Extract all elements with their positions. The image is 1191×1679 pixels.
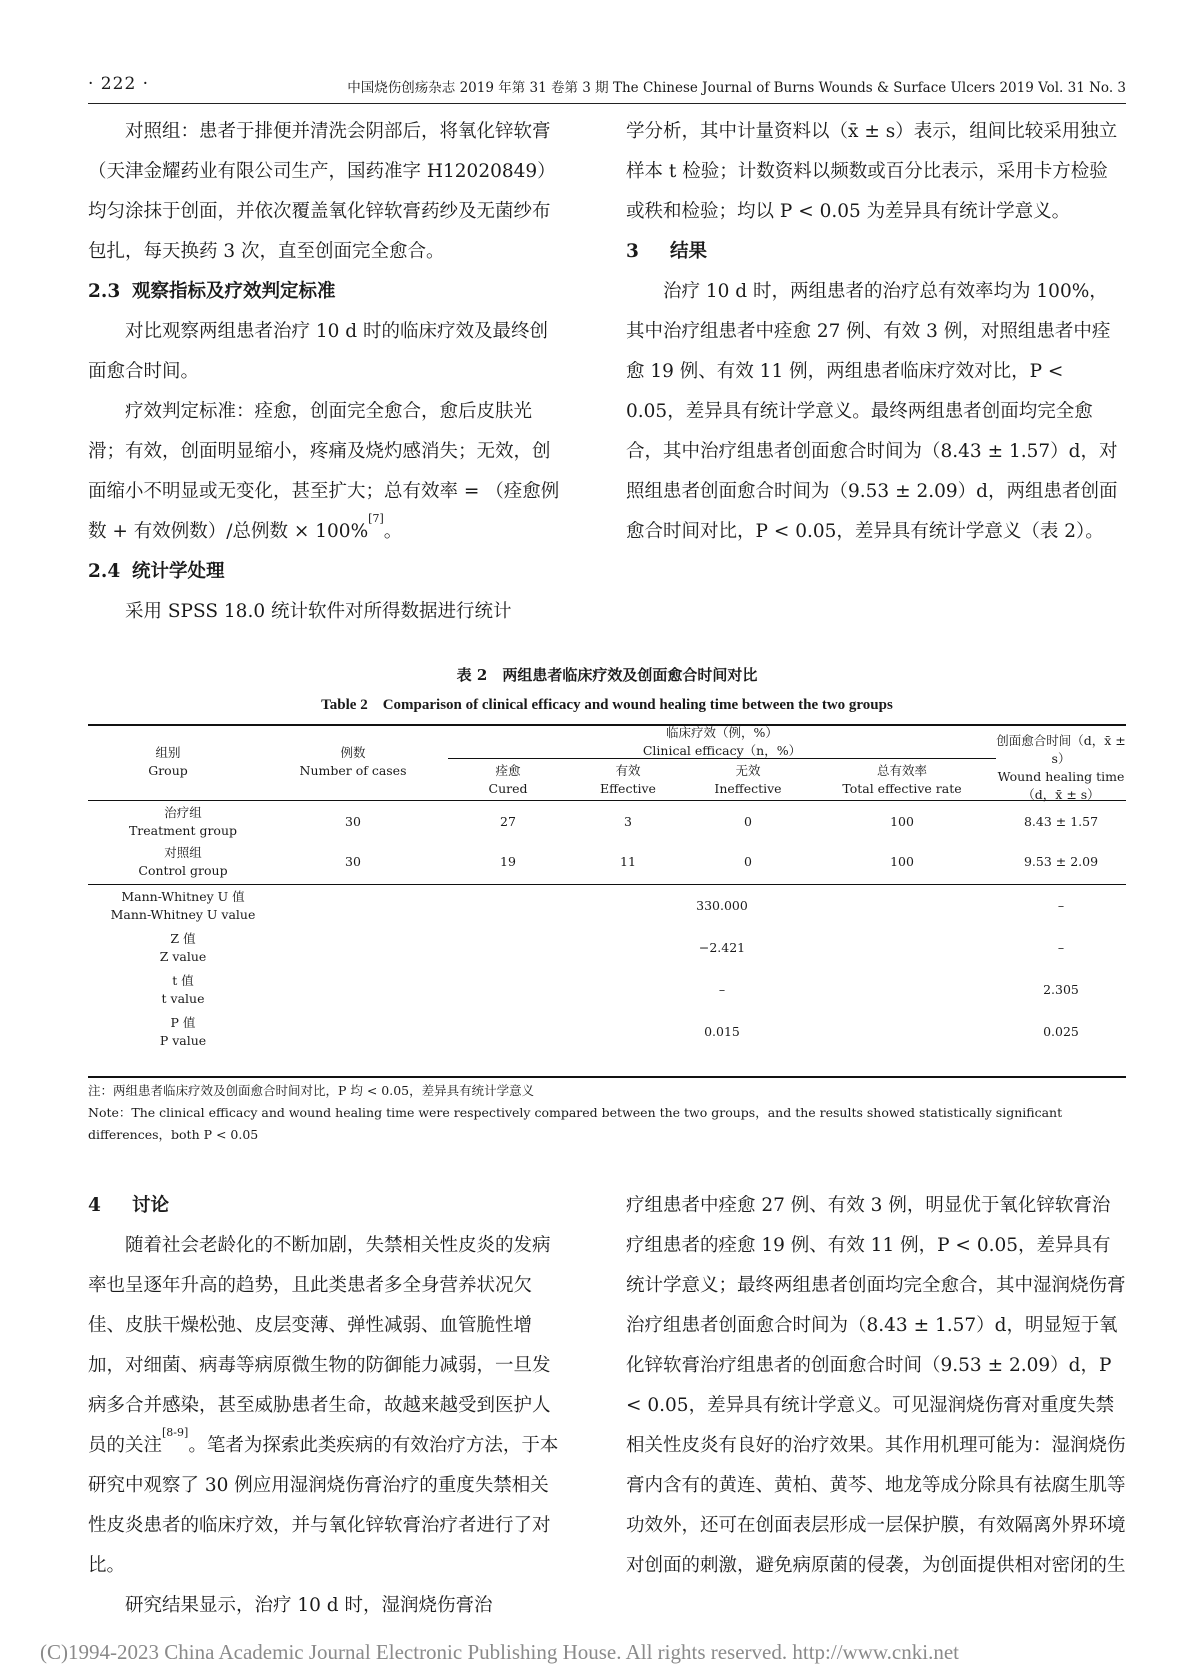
paragraph: 治疗 10 d 时，两组患者的治疗总有效率均为 100%，其中治疗组患者中痊愈 27 例、有效 3 例，对照组患者中痊愈 19 例、有效 11 例，两组患者临床疗效对比，P < 0.05，差异具有统计学意义。最终两组患者创面均完全愈合，其中治疗组患者创面愈合时间为（8.43 ± 1.57）d，对照组患者创面愈合时间为（9.53 ± 2.09）d，两组患者创面愈合时间对比，P < 0.05，差异具有统计学意义（表 2）。 [626,281,1118,542]
header-cured: 痊愈 Cured [488,763,528,796]
table-note-en: Note：The clinical efficacy and wound healing time were respectively compared between the two groups，and the results showed statistically significant differences，both P < 0.05 [88,1105,1063,1142]
paragraph [88,392,563,552]
copyright-footer: (C)1994-2023 China Academic Journal Electronic Publishing House. All rights reserved. http://www.cnki.net [40,1640,959,1664]
paragraph-text: 。 [383,521,403,542]
section-number: 3 [626,241,639,262]
paragraph-text: 随着社会老龄化的不断加剧，失禁相关性皮炎的发病率也呈逐年升高的趋势，且此类患者多全身营养状况欠佳、皮肤干燥松弛、皮层变薄、弹性减弱、血管脆性增加，对细菌、病毒等病原微生物的防御能力减弱，一旦发病多合并感染，甚至威胁患者生命，故越来越受到医护人员的关注 [88,1235,551,1456]
cell-cured: 19 [500,854,516,869]
section-number: 4 [88,1195,101,1216]
stat-healing-value: – [1057,940,1065,955]
cell-cases: 30 [345,814,361,829]
row-group: 治疗组 Treatment group [128,805,238,838]
paragraph [88,1226,563,1586]
cell-total-rate: 100 [890,854,914,869]
upper-left-column [88,112,563,632]
paragraph: 对比观察两组患者治疗 10 d 时的临床疗效及最终创面愈合时间。 [88,321,549,382]
cell-ineffective: 0 [744,814,752,829]
table-bottom-rule [88,1076,1126,1078]
paragraph: 对照组：患者于排便并清洗会阴部后，将氧化锌软膏（天津金耀药业有限公司生产，国药准字 H12020849）均匀涂抹于创面，并依次覆盖氧化锌软膏药纱及无菌纱布包扎，每天换药 3 次，直至创面完全愈合。 [88,121,556,262]
upper-right-column [626,112,1126,552]
lower-left-column [88,1186,563,1626]
section-title: 观察指标及疗效判定标准 [132,281,336,302]
stat-efficacy-value: −2.421 [698,940,746,955]
cell-cured: 27 [500,814,516,829]
stat-healing-value: – [1057,898,1065,913]
table-caption-en: Table 2 Comparison of clinical efficacy and wound healing time between the two groups [321,697,893,713]
row-group: 对照组 Control group [138,845,228,878]
section-number: 2.4 [88,561,121,582]
stat-label: Z 值 Z value [159,931,207,964]
cell-total-rate: 100 [890,814,914,829]
header-effective: 有效 Effective [600,763,656,796]
table-note-cn: 注：两组患者临床疗效及创面愈合时间对比，P 均 < 0.05，差异具有统计学意义 [88,1083,535,1098]
paragraph: 采用 SPSS 18.0 统计软件对所得数据进行统计 [125,601,512,622]
cell-healing-time: 8.43 ± 1.57 [1023,814,1099,829]
header-efficacy: 临床疗效（例，%） Clinical efficacy（n，%） [642,725,802,758]
cell-effective: 3 [624,814,632,829]
header-group: 组别 Group [148,745,188,778]
section-title: 结果 [670,241,708,262]
stat-label: Mann-Whitney U 值 Mann-Whitney U value [110,889,256,922]
stat-healing-value: 0.025 [1043,1024,1079,1039]
cell-healing-time: 9.53 ± 2.09 [1023,854,1099,869]
table-body-rule [88,884,1126,885]
section-heading [88,272,563,312]
section-title: 统计学处理 [132,561,225,582]
paragraph: 疗组患者中痊愈 27 例、有效 3 例，明显优于氧化锌软膏治疗组患者的痊愈 19 例、有效 11 例，P < 0.05，差异具有统计学意义；最终两组患者创面均完全愈合，其中湿润烧伤膏治疗组患者创面愈合时间为（8.43 ± 1.57）d，明显短于氧化锌软膏治疗组患者的创面愈合时间（9.53 ± 2.09）d，P < 0.05，差异具有统计学意义。可见湿润烧伤膏对重度失禁相关性皮炎有良好的治疗效果。其作用机理可能为：湿润烧伤膏内含有的黄连、黄柏、黄芩、地龙等成分除具有祛腐生肌等功效外，还可在创面表层形成一层保护膜，有效隔离外界环境对创面的刺激，避免病原菌的侵袭，为创面提供相对密闭的生 [626,1195,1126,1576]
citation: [7] [368,512,384,525]
stat-efficacy-value: 0.015 [704,1024,740,1039]
cell-ineffective: 0 [744,854,752,869]
paragraph: 学分析，其中计量资料以（x̄ ± s）表示，组间比较采用独立样本 t 检验；计数资料以频数或百分比表示，采用卡方检验或秩和检验；均以 P < 0.05 为差异具有统计学意义。 [626,121,1118,222]
header-divider [88,103,1126,104]
stat-healing-value: 2.305 [1043,982,1079,997]
paragraph-text: 。笔者为探索此类疾病的有效治疗方法，于本研究中观察了 30 例应用湿润烧伤膏治疗的重度失禁相关性皮炎患者的临床疗效，并与氧化锌软膏治疗者进行了对比。 [88,1435,559,1576]
header-ineffective: 无效 Ineffective [714,763,782,796]
section-title: 讨论 [132,1195,170,1216]
header-healing-time: 创面愈合时间（d，x̄ ± s） Wound healing time （d，x̄ ± s） [996,733,1126,802]
header-cases: 例数 Number of cases [299,745,407,778]
section-heading [626,232,1126,272]
paragraph: 研究结果显示，治疗 10 d 时，湿润烧伤膏治 [125,1595,493,1616]
section-heading [88,1186,563,1226]
results-table [88,724,1126,1078]
stat-efficacy-value: – [718,982,726,997]
table-caption-cn: 表 2 两组患者临床疗效及创面愈合时间对比 [456,666,758,684]
citation: [8-9] [162,1426,189,1439]
table-header-rule [88,800,1126,801]
stat-label: t 值 t value [161,973,205,1006]
cell-effective: 11 [620,854,636,869]
table-notes [88,1080,1126,1146]
running-header [88,72,1126,102]
stat-label: P 值 P value [159,1015,207,1048]
lower-right-column [626,1186,1126,1586]
stat-efficacy-value: 330.000 [696,898,748,913]
header-total-rate: 总有效率 Total effective rate [842,763,962,796]
page-number: · 222 · [88,74,150,94]
cell-cases: 30 [345,854,361,869]
paragraph-text: 疗效判定标准：痊愈，创面完全愈合，愈后皮肤光滑；有效，创面明显缩小，疼痛及烧灼感消失；无效，创面缩小不明显或无变化，甚至扩大；总有效率 = （痊愈例数 + 有效例数）/总例数 × 100% [88,401,560,542]
section-number: 2.3 [88,281,121,302]
section-heading [88,552,563,592]
journal-title: 中国烧伤创疡杂志 2019 年第 31 卷第 3 期 The Chinese Journal of Burns Wounds & Surface Ulcers 2019 Vol. 31 No. 3 [347,80,1126,96]
